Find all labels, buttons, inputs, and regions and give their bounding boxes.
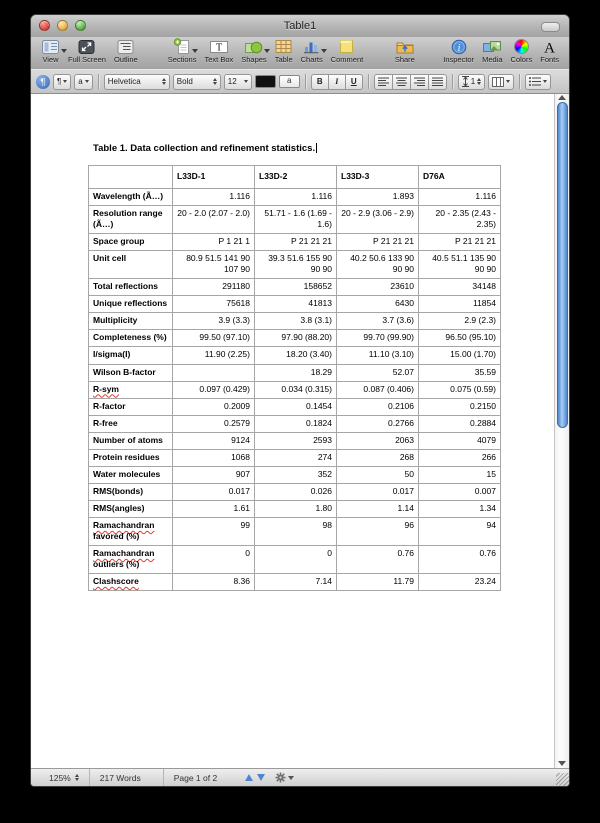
toolbar-item-colors[interactable]: [511, 38, 533, 64]
divider: [89, 769, 90, 786]
table-row: [89, 206, 501, 234]
zoom-control[interactable]: [49, 773, 79, 783]
vertical-scrollbar[interactable]: [554, 94, 569, 768]
table-cell[interactable]: P 21 21 21: [337, 234, 419, 251]
table-row: [89, 449, 501, 466]
toolbar-item-label: Shapes: [241, 55, 267, 64]
table-cell[interactable]: 1068: [173, 449, 255, 466]
row-label[interactable]: Total reflections: [89, 279, 173, 296]
table-cell[interactable]: 35.59: [419, 364, 501, 381]
table-cell[interactable]: 0.017: [337, 483, 419, 500]
table-cell[interactable]: 0.76: [337, 546, 419, 574]
table-cell[interactable]: 1.34: [419, 500, 501, 517]
table-row: [89, 500, 501, 517]
next-page-button[interactable]: [257, 774, 265, 781]
table-header-row: [89, 166, 501, 189]
minimize-button[interactable]: [57, 20, 68, 31]
table-cell[interactable]: P 1 21 1: [173, 234, 255, 251]
divider: [368, 74, 369, 89]
paragraph-style-icon[interactable]: ¶: [36, 75, 50, 89]
row-label[interactable]: Wavelength (Ã…): [89, 189, 173, 206]
page-indicator: Page 1 of 2: [173, 772, 218, 783]
table-cell[interactable]: 23610: [337, 279, 419, 296]
table-cell[interactable]: 11.10 (3.10): [337, 347, 419, 364]
table-cell[interactable]: 0: [173, 546, 255, 574]
table-row: [89, 483, 501, 500]
column-header[interactable]: D76A: [419, 166, 501, 189]
row-label[interactable]: Water molecules: [89, 466, 173, 483]
table-cell[interactable]: 0.034 (0.315): [255, 381, 337, 398]
list-icon: [529, 77, 541, 86]
toolbar-item-textbox[interactable]: [204, 38, 233, 64]
table-row: [89, 398, 501, 415]
zoom-window-button[interactable]: [75, 20, 86, 31]
table-cell[interactable]: 11854: [419, 296, 501, 313]
chevron-down-icon: [192, 49, 198, 53]
table-cell[interactable]: 291180: [173, 279, 255, 296]
table-cell[interactable]: 94: [419, 517, 501, 545]
title-bar[interactable]: [31, 15, 569, 37]
text-cursor: [316, 143, 317, 153]
table-cell[interactable]: 2593: [255, 432, 337, 449]
divider: [519, 74, 520, 89]
chevron-down-icon: [61, 49, 67, 53]
table-cell[interactable]: 23.24: [419, 574, 501, 591]
gear-icon: [275, 772, 286, 783]
paragraph-style-menu[interactable]: ¶: [53, 74, 71, 90]
fullscreen-icon: [78, 38, 95, 55]
row-label[interactable]: Unique reflections: [89, 296, 173, 313]
row-label[interactable]: Wilson B-factor: [89, 364, 173, 381]
document-heading[interactable]: Table 1. Data collection and refinement statistics.: [93, 143, 316, 154]
table-cell[interactable]: 1.80: [255, 500, 337, 517]
comment-icon: [339, 38, 354, 55]
toolbar-item-share[interactable]: [395, 38, 415, 64]
table-cell[interactable]: 0.087 (0.406): [337, 381, 419, 398]
table-cell[interactable]: 0.2884: [419, 415, 501, 432]
toolbar-item-label: Comment: [330, 55, 364, 64]
table-row: [89, 546, 501, 574]
table-cell[interactable]: 0.075 (0.59): [419, 381, 501, 398]
word-count: 217 Words: [99, 772, 141, 783]
toolbar-item-label: Share: [394, 55, 415, 64]
table-row: [89, 364, 501, 381]
table-cell[interactable]: 3.9 (3.3): [173, 313, 255, 330]
status-bar: [31, 768, 569, 786]
table-cell[interactable]: 97.90 (88.20): [255, 330, 337, 347]
document-canvas: [31, 94, 569, 768]
toolbar: [31, 37, 569, 69]
table-icon: [275, 38, 292, 55]
align-right-button[interactable]: [410, 74, 429, 90]
divider: [452, 74, 453, 89]
fonts-icon: [543, 38, 556, 55]
table-cell[interactable]: 15: [419, 466, 501, 483]
table-cell[interactable]: 96: [337, 517, 419, 545]
row-label[interactable]: R-free: [89, 415, 173, 432]
table-row: [89, 189, 501, 206]
table-row: [89, 330, 501, 347]
character-style-menu[interactable]: a: [74, 74, 92, 90]
toolbar-item-shapes[interactable]: [241, 38, 266, 64]
table-cell[interactable]: 0.007: [419, 483, 501, 500]
table-cell[interactable]: 20 - 2.35 (2.43 - 2.35): [419, 206, 501, 234]
status-gear-menu[interactable]: [275, 772, 294, 783]
table-cell[interactable]: 907: [173, 466, 255, 483]
align-right-icon: [414, 77, 425, 86]
table-row: [89, 279, 501, 296]
table-cell[interactable]: 9124: [173, 432, 255, 449]
row-label[interactable]: Ramachandran favored (%): [89, 517, 173, 545]
row-label[interactable]: Unit cell: [89, 251, 173, 279]
toolbar-item-table[interactable]: [275, 38, 293, 64]
chevron-down-icon: [321, 49, 327, 53]
toolbar-item-label: Sections: [167, 55, 197, 64]
table-cell[interactable]: 1.14: [337, 500, 419, 517]
table-cell[interactable]: 1.116: [255, 189, 337, 206]
table-cell[interactable]: 0.2579: [173, 415, 255, 432]
previous-page-button[interactable]: [245, 774, 253, 781]
table-cell[interactable]: 7.14: [255, 574, 337, 591]
table-row: [89, 347, 501, 364]
toolbar-item-label: Colors: [510, 55, 533, 64]
zoom-level: 125%: [49, 772, 71, 783]
table-cell[interactable]: 0.017: [173, 483, 255, 500]
table-cell[interactable]: 39.3 51.6 155 90 90 90: [255, 251, 337, 279]
toolbar-item-outline[interactable]: [114, 38, 138, 64]
table-row: [89, 234, 501, 251]
line-spacing-icon: [462, 76, 469, 87]
table-row: [89, 313, 501, 330]
table-cell[interactable]: 50: [337, 466, 419, 483]
toolbar-item-fonts[interactable]: [540, 38, 559, 64]
table-cell[interactable]: 18.20 (3.40): [255, 347, 337, 364]
text-box-icon: [209, 38, 229, 55]
table-cell[interactable]: 99: [173, 517, 255, 545]
divider: [163, 769, 164, 786]
table-cell[interactable]: 0.76: [419, 546, 501, 574]
table-cell[interactable]: [173, 364, 255, 381]
toolbar-item-label: Outline: [113, 55, 138, 64]
table-cell[interactable]: 2063: [337, 432, 419, 449]
table-cell[interactable]: 75618: [173, 296, 255, 313]
table-cell[interactable]: 6430: [337, 296, 419, 313]
toolbar-item-label: Charts: [300, 55, 323, 64]
toolbar-item-fullscreen[interactable]: [68, 38, 106, 64]
row-label[interactable]: Protein residues: [89, 449, 173, 466]
column-header[interactable]: [89, 166, 173, 189]
zoom-stepper-icon[interactable]: [75, 774, 79, 781]
list-style-button[interactable]: [525, 74, 551, 90]
misspelled-word: Ramachandran: [93, 519, 155, 530]
view-icon: [41, 38, 60, 55]
table-cell[interactable]: 0.2766: [337, 415, 419, 432]
table-cell[interactable]: 2.9 (2.3): [419, 313, 501, 330]
table-cell[interactable]: 1.116: [173, 189, 255, 206]
table-cell[interactable]: 15.00 (1.70): [419, 347, 501, 364]
window-resize-grip[interactable]: [556, 773, 569, 786]
toolbar-item-label: Media: [482, 55, 503, 64]
align-left-button[interactable]: [374, 74, 393, 90]
table-cell[interactable]: 1.893: [337, 189, 419, 206]
align-justify-button[interactable]: [428, 74, 447, 90]
table-cell[interactable]: 41813: [255, 296, 337, 313]
misspelled-word: Ramachandran: [93, 548, 155, 559]
table-cell[interactable]: 8.36: [173, 574, 255, 591]
table-row: [89, 466, 501, 483]
row-label[interactable]: RMS(angles): [89, 500, 173, 517]
font-style-select[interactable]: Bold: [173, 74, 221, 90]
table-cell[interactable]: 3.8 (3.1): [255, 313, 337, 330]
table-row: [89, 415, 501, 432]
font-family-select[interactable]: Helvetica: [104, 74, 170, 90]
format-bar: [31, 69, 569, 94]
table-cell[interactable]: 274: [255, 449, 337, 466]
page[interactable]: [31, 94, 554, 768]
table-cell[interactable]: 34148: [419, 279, 501, 296]
pages-window: [30, 14, 570, 787]
charts-icon: [303, 38, 320, 55]
row-label[interactable]: [89, 381, 173, 398]
toolbar-item-sections[interactable]: [168, 38, 197, 64]
table-cell[interactable]: 352: [255, 466, 337, 483]
bold-button[interactable]: B: [311, 74, 329, 90]
underline-button[interactable]: U: [345, 74, 363, 90]
divider: [98, 74, 99, 89]
window-title: Table1: [283, 20, 317, 32]
table-cell[interactable]: 0.026: [255, 483, 337, 500]
table-cell[interactable]: 11.79: [337, 574, 419, 591]
row-label[interactable]: Space group: [89, 234, 173, 251]
toolbar-item-label: Inspector: [443, 55, 475, 64]
table-row: [89, 381, 501, 398]
table-cell[interactable]: 98: [255, 517, 337, 545]
table-row: [89, 432, 501, 449]
line-spacing-control[interactable]: 1: [458, 74, 485, 90]
align-center-icon: [396, 77, 407, 86]
table-cell[interactable]: 0.2009: [173, 398, 255, 415]
align-center-button[interactable]: [392, 74, 411, 90]
table-row: [89, 251, 501, 279]
toolbar-item-charts[interactable]: [301, 38, 323, 64]
table-row: [89, 574, 501, 591]
misspelled-word: Clashscore: [93, 576, 139, 587]
toolbar-item-label: Table: [274, 55, 293, 64]
table-cell[interactable]: 51.71 - 1.6 (1.69 - 1.6): [255, 206, 337, 234]
row-label[interactable]: Completeness (%): [89, 330, 173, 347]
table-cell[interactable]: 1.116: [419, 189, 501, 206]
traffic-lights: [39, 20, 86, 31]
row-label[interactable]: Ramachandran outliers (%): [89, 546, 173, 574]
table-cell[interactable]: 4079: [419, 432, 501, 449]
svg-text:A: A: [544, 40, 556, 55]
toolbar-item-view[interactable]: [41, 38, 60, 64]
svg-text:i: i: [457, 42, 461, 54]
italic-button[interactable]: I: [328, 74, 346, 90]
scrollbar-thumb[interactable]: [557, 102, 568, 428]
table-cell[interactable]: 0.1454: [255, 398, 337, 415]
colors-icon: [514, 38, 529, 55]
background-color-well[interactable]: a: [279, 75, 300, 88]
table-cell[interactable]: 268: [337, 449, 419, 466]
toolbar-item-inspector[interactable]: [443, 38, 474, 64]
table-cell[interactable]: 0.2106: [337, 398, 419, 415]
align-left-icon: [378, 77, 389, 86]
table-cell[interactable]: 99.50 (97.10): [173, 330, 255, 347]
table-cell[interactable]: 40.5 51.1 135 90 90 90: [419, 251, 501, 279]
chevron-down-icon: [264, 49, 270, 53]
table-cell[interactable]: 0.2150: [419, 398, 501, 415]
toolbar-toggle-button[interactable]: [541, 22, 560, 32]
svg-text:T: T: [215, 42, 222, 53]
column-header[interactable]: L33D-3: [337, 166, 419, 189]
column-header[interactable]: L33D-2: [255, 166, 337, 189]
scroll-up-arrow-icon[interactable]: [558, 95, 566, 100]
table-cell[interactable]: 20 - 2.9 (3.06 - 2.9): [337, 206, 419, 234]
toolbar-item-label: Fonts: [540, 55, 559, 64]
table-row: [89, 296, 501, 313]
table-cell[interactable]: P 21 21 21: [255, 234, 337, 251]
row-label[interactable]: RMS(bonds): [89, 483, 173, 500]
text-color-well[interactable]: [255, 75, 276, 88]
table-cell[interactable]: 11.90 (2.25): [173, 347, 255, 364]
table-cell[interactable]: 0.097 (0.429): [173, 381, 255, 398]
table-cell[interactable]: 40.2 50.6 133 90 90 90: [337, 251, 419, 279]
scroll-down-arrow-icon[interactable]: [558, 761, 566, 766]
font-size-select[interactable]: 12: [224, 74, 252, 90]
row-label[interactable]: Multiplicity: [89, 313, 173, 330]
table-cell[interactable]: 96.50 (95.10): [419, 330, 501, 347]
columns-button[interactable]: [488, 74, 514, 90]
divider: [305, 74, 306, 89]
stats-table: [88, 165, 501, 591]
sections-icon: [173, 38, 191, 55]
table-cell[interactable]: 3.7 (3.6): [337, 313, 419, 330]
table-cell[interactable]: 1.61: [173, 500, 255, 517]
toolbar-item-label: View: [42, 55, 59, 64]
columns-icon: [492, 77, 504, 87]
table-cell[interactable]: 266: [419, 449, 501, 466]
row-label[interactable]: Resolution range (Ã…): [89, 206, 173, 234]
column-header[interactable]: L33D-1: [173, 166, 255, 189]
row-label[interactable]: I/sigma(I): [89, 347, 173, 364]
row-label[interactable]: Number of atoms: [89, 432, 173, 449]
inspector-icon: [451, 38, 467, 55]
table-cell[interactable]: 18.29: [255, 364, 337, 381]
table-cell[interactable]: 20 - 2.0 (2.07 - 2.0): [173, 206, 255, 234]
align-justify-icon: [432, 77, 443, 86]
media-icon: [482, 38, 502, 55]
table-cell[interactable]: 99.70 (99.90): [337, 330, 419, 347]
table-cell[interactable]: 158652: [255, 279, 337, 296]
table-cell[interactable]: 0: [255, 546, 337, 574]
close-button[interactable]: [39, 20, 50, 31]
toolbar-item-label: Text Box: [204, 55, 234, 64]
row-label[interactable]: R-factor: [89, 398, 173, 415]
gear-caret-icon: [288, 776, 294, 780]
table-cell[interactable]: 52.07: [337, 364, 419, 381]
misspelled-word: R-sym: [93, 383, 119, 394]
table-cell[interactable]: 80.9 51.5 141 90 107 90: [173, 251, 255, 279]
table-cell[interactable]: 0.1824: [255, 415, 337, 432]
toolbar-item-media[interactable]: [482, 38, 502, 64]
row-label[interactable]: [89, 574, 173, 591]
share-icon: [395, 38, 415, 55]
shapes-icon: [244, 38, 263, 55]
toolbar-item-label: Full Screen: [68, 55, 106, 64]
table-cell[interactable]: P 21 21 21: [419, 234, 501, 251]
toolbar-item-comment[interactable]: [331, 38, 364, 64]
outline-icon: [117, 38, 134, 55]
table-row: [89, 517, 501, 545]
